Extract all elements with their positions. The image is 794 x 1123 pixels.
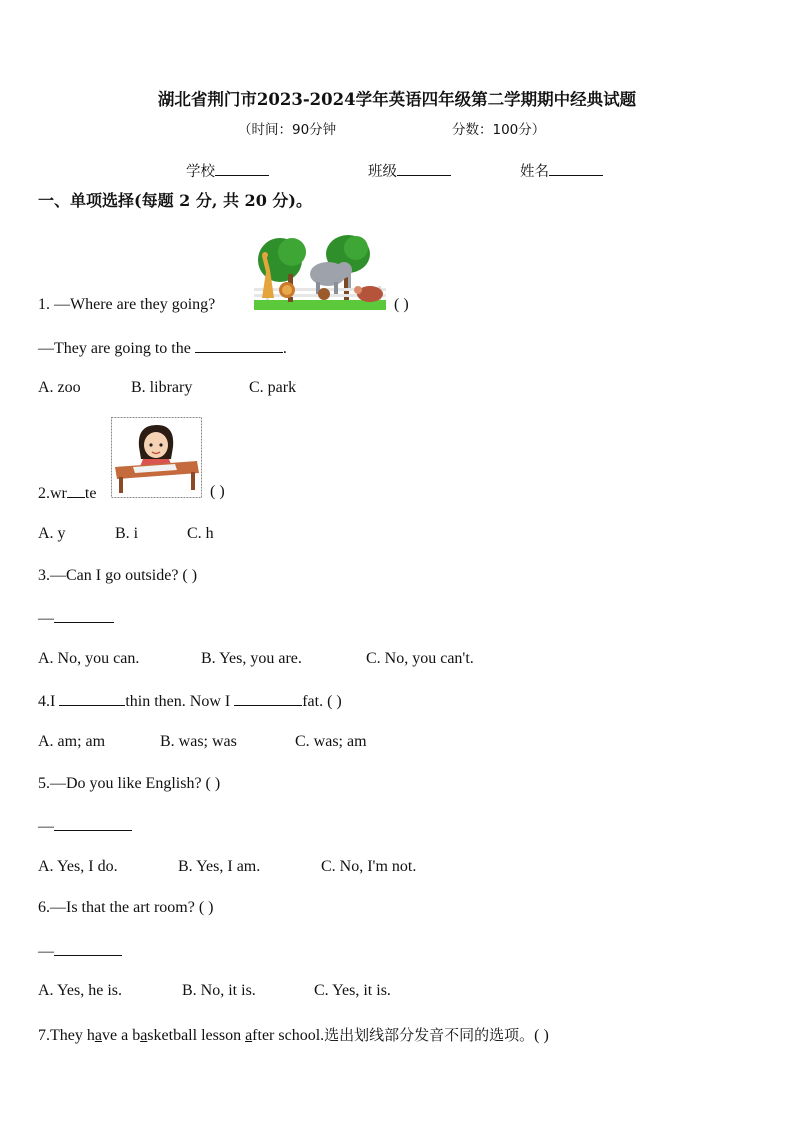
question-2-stem: 2.wr te	[38, 485, 97, 502]
question-4-blank-1[interactable]	[59, 691, 125, 706]
question-1-stem: 1. —Where are they going?	[38, 296, 216, 313]
question-3-option-a[interactable]: A. No, you can.	[38, 650, 140, 667]
question-7-instruction: 选出划线部分发音不同的选项。	[324, 1026, 535, 1044]
question-6-option-a[interactable]: A. Yes, he is.	[38, 982, 123, 999]
question-2-option-c[interactable]: C. h	[187, 525, 214, 542]
question-4-option-b[interactable]: B. was; was	[160, 733, 237, 750]
name-field	[520, 160, 603, 181]
question-7-answer-paren[interactable]: ( )	[534, 1027, 549, 1044]
question-7-stem: 7.They have a basketball lesson after school.选出划线部分发音不同的选项。( )	[38, 1026, 549, 1044]
question-5-reply: —	[38, 816, 132, 836]
question-5-stem: 5.—Do you like English? ( )	[38, 775, 221, 792]
question-2-answer-paren[interactable]: ( )	[210, 483, 225, 500]
section-heading: 一、单项选择(每题 2 分, 共 20 分)。	[38, 191, 312, 210]
class-label: 班级	[368, 164, 397, 180]
school-field	[186, 160, 269, 181]
question-6-blank[interactable]	[54, 941, 122, 956]
question-3-blank[interactable]	[54, 608, 114, 623]
question-2-option-a[interactable]: A. y	[38, 525, 66, 542]
question-2-blank[interactable]	[67, 483, 85, 498]
question-1-option-b[interactable]: B. library	[131, 379, 193, 396]
school-blank[interactable]	[215, 161, 269, 176]
question-4-option-c[interactable]: C. was; am	[295, 733, 367, 750]
school-label: 学校	[186, 164, 215, 180]
question-1-answer-paren[interactable]: ( )	[394, 296, 409, 313]
question-1-reply: —They are going to the .	[38, 340, 287, 357]
underlined-letter-2: a	[140, 1027, 148, 1044]
question-6-reply: —	[38, 941, 122, 961]
question-6-option-c[interactable]: C. Yes, it is.	[314, 982, 391, 999]
question-3-stem: 3.—Can I go outside? ( )	[38, 567, 198, 584]
underlined-letter-3: a	[245, 1027, 253, 1044]
name-blank[interactable]	[549, 161, 603, 176]
question-1-blank[interactable]	[195, 338, 283, 353]
exam-score: 分数：100分）	[452, 122, 546, 138]
class-blank[interactable]	[397, 161, 451, 176]
underlined-letter-1: a	[94, 1027, 102, 1044]
zoo-animals-picture	[252, 234, 388, 312]
question-3-option-b[interactable]: B. Yes, you are.	[201, 650, 302, 667]
question-2-option-b[interactable]: B. i	[115, 525, 139, 542]
question-5-option-b[interactable]: B. Yes, I am.	[178, 858, 261, 875]
question-4-stem: 4.I thin then. Now I fat. ( )	[38, 693, 342, 710]
question-5-option-a[interactable]: A. Yes, I do.	[38, 858, 118, 875]
question-6-stem: 6.—Is that the art room? ( )	[38, 899, 214, 916]
question-5-blank[interactable]	[54, 816, 132, 831]
question-1-option-c[interactable]: C. park	[249, 379, 297, 396]
exam-time: （时间：90分钟	[238, 122, 337, 138]
class-field	[368, 160, 451, 181]
question-6-option-b[interactable]: B. No, it is.	[182, 982, 256, 999]
page-title: 湖北省荆门市2023-2024学年英语四年级第二学期期中经典试题	[157, 90, 637, 109]
question-4-blank-2[interactable]	[234, 691, 302, 706]
question-1-option-a[interactable]: A. zoo	[38, 379, 81, 396]
name-label: 姓名	[520, 164, 549, 180]
question-5-option-c[interactable]: C. No, I'm not.	[321, 858, 417, 875]
question-3-reply: —	[38, 608, 114, 628]
girl-writing-picture	[111, 417, 202, 498]
question-3-option-c[interactable]: C. No, you can't.	[366, 650, 474, 667]
question-4-option-a[interactable]: A. am; am	[38, 733, 106, 750]
